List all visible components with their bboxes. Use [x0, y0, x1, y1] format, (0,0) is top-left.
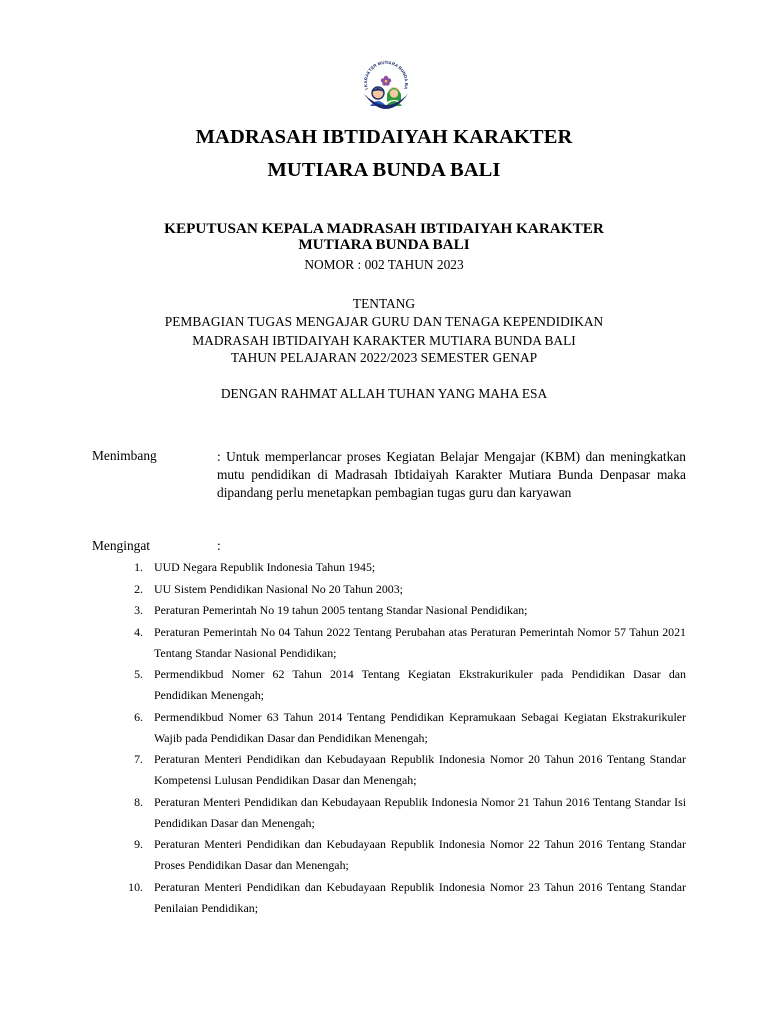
decree-number: NOMOR : 002 TAHUN 2023	[304, 257, 464, 272]
list-item-number: 9.	[134, 837, 143, 851]
list-item-number: 7.	[134, 752, 143, 766]
institution-name-line2: MUTIARA BUNDA BALI	[267, 159, 501, 181]
svg-text:MI KARAKTER MUTIARA BUNDA BALI	[356, 58, 409, 90]
decree-blessing: DENGAN RAHMAT ALLAH TUHAN YANG MAHA ESA	[220, 386, 548, 401]
list-item	[0, 557, 768, 578]
list-item-number: 10.	[128, 879, 143, 894]
list-item-text: Permendikbud Nomer 63 Tahun 2014 Tentang Pendidikan Kepramukaan Sebagai Kegiatan Ekstrakurikuler Wajib pada Pendidikan Dasar dan Pendidikan Menengah;	[154, 709, 686, 745]
list-item-text: UUD Negara Republik Indonesia Tahun 1945;	[154, 560, 376, 574]
decree-about: TENTANG	[352, 296, 416, 311]
list-item-text: Peraturan Pemerintah No 19 tahun 2005 tentang Standar Nasional Pendidikan;	[154, 603, 528, 617]
menimbang-text: : Untuk memperlancar proses Kegiatan Belajar Mengajar (KBM) dan meningkatkan mutu pendidikan di Madrasah Ibtidaiyah Karakter Mutiara Bunda Denpasar maka dipandang perlu menetapkan pembagian tugas guru dan karyawan	[217, 449, 686, 500]
list-item	[0, 834, 768, 876]
list-item-text: Peraturan Menteri Pendidikan dan Kebudayaan Republik Indonesia Nomor 22 Tahun 2016 Tentang Standar Proses Pendidikan Dasar dan Menengah;	[154, 837, 686, 872]
list-item-text: Peraturan Menteri Pendidikan dan Kebudayaan Republik Indonesia Nomor 23 Tahun 2016 Tentang Standar Penilaian Pendidikan;	[154, 879, 686, 915]
list-item-number: 6.	[134, 709, 143, 724]
list-item	[0, 579, 768, 600]
school-logo-icon	[356, 58, 416, 120]
list-item-text: Peraturan Pemerintah No 04 Tahun 2022 Tentang Perubahan atas Peraturan Pemerintah Nomor 57 Tahun 2021 Tentang Standar Nasional Pendidikan;	[154, 624, 686, 660]
institution-name-line1: MADRASAH IBTIDAIYAH KARAKTER	[195, 126, 573, 148]
decree-subject-line2: MADRASAH IBTIDAIYAH KARAKTER MUTIARA BUNDA BALI	[192, 333, 576, 348]
list-item-text: Peraturan Menteri Pendidikan dan Kebudayaan Republik Indonesia Nomor 21 Tahun 2016 Tentang Standar Isi Pendidikan Dasar dan Menengah;	[154, 794, 686, 830]
mengingat-label: Mengingat	[92, 538, 151, 553]
list-item	[0, 664, 768, 706]
list-item-number: 5.	[134, 667, 143, 681]
list-item-number: 8.	[134, 794, 143, 809]
list-item	[0, 877, 768, 919]
list-item	[0, 749, 768, 791]
list-item-text: Permendikbud Nomer 62 Tahun 2014 Tentang Kegiatan Ekstrakurikuler pada Pendidikan Dasar dan Pendidikan Menengah;	[154, 667, 686, 702]
list-item	[0, 622, 768, 664]
decree-title-line1: KEPUTUSAN KEPALA MADRASAH IBTIDAIYAH KARAKTER	[164, 220, 604, 237]
list-item	[0, 707, 768, 749]
list-item	[0, 600, 768, 621]
decree-subject-line3: TAHUN PELAJARAN 2022/2023 SEMESTER GENAP	[230, 350, 538, 365]
list-item-number: 3.	[134, 603, 143, 617]
logo-text: I KARAKTER MUTIARA BUNDA BA	[362, 59, 410, 91]
list-item-number: 2.	[134, 581, 143, 596]
list-item	[0, 792, 768, 834]
mengingat-list	[0, 557, 768, 919]
list-item-number: 1.	[134, 560, 143, 574]
menimbang-label: Menimbang	[92, 448, 157, 463]
decree-title-line2: MUTIARA BUNDA BALI	[298, 236, 470, 253]
decree-subject-line1: PEMBAGIAN TUGAS MENGAJAR GURU DAN TENAGA KEPENDIDIKAN	[164, 314, 604, 329]
list-item-text: UU Sistem Pendidikan Nasional No 20 Tahun 2003;	[154, 581, 403, 596]
list-item-text: Peraturan Menteri Pendidikan dan Kebudayaan Republik Indonesia Nomor 20 Tahun 2016 Tentang Standar Kompetensi Lulusan Pendidikan Dasar dan Menengah;	[154, 752, 686, 787]
list-item-number: 4.	[134, 624, 143, 639]
mengingat-colon: :	[217, 538, 221, 553]
